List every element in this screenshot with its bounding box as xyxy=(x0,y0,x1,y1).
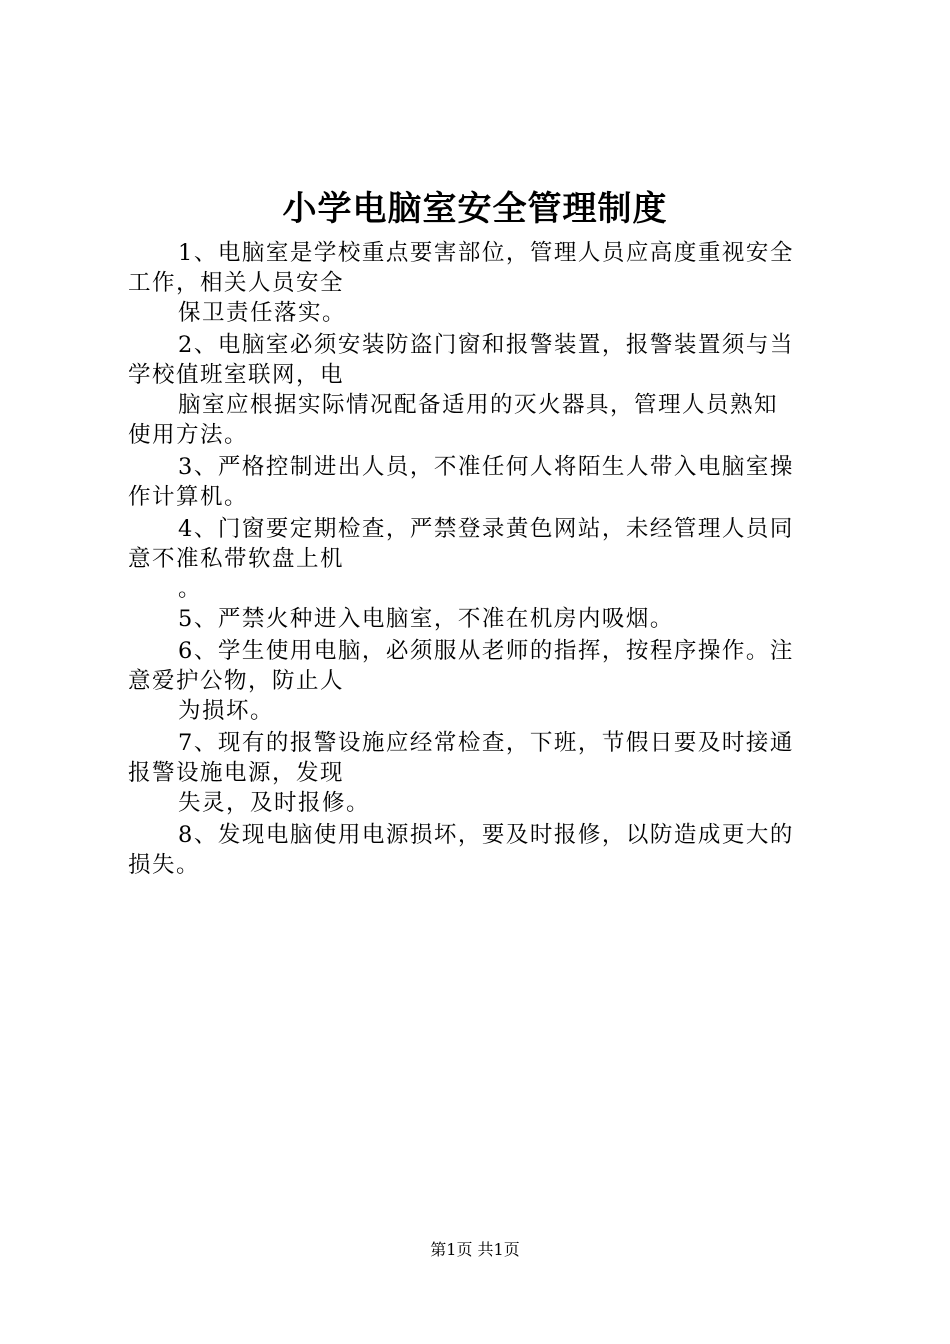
page-footer: 第1页 共1页 xyxy=(430,1240,520,1259)
paragraph-line: 意爱护公物，防止人 xyxy=(128,668,345,694)
paragraph-line: 保卫责任落实。 xyxy=(178,300,347,326)
paragraph-line: 工作，相关人员安全 xyxy=(128,270,345,296)
paragraph-line: 作计算机。 xyxy=(128,484,249,510)
paragraph-line: 4、门窗要定期检查，严禁登录黄色网站，未经管理人员同 xyxy=(178,516,794,542)
paragraph-line: 损失。 xyxy=(128,852,201,878)
paragraph-line: 学校值班室联网，电 xyxy=(128,362,345,388)
paragraph-line: 2、电脑室必须安装防盗门窗和报警装置，报警装置须与当 xyxy=(178,332,794,358)
paragraph-line: 。 xyxy=(178,576,203,602)
paragraph-line: 8、发现电脑使用电源损坏，要及时报修，以防造成更大的 xyxy=(178,822,794,848)
paragraph-line: 7、现有的报警设施应经常检查，下班，节假日要及时接通 xyxy=(178,730,794,756)
paragraph-line: 脑室应根据实际情况配备适用的灭火器具，管理人员熟知 xyxy=(178,392,779,418)
paragraph-line: 3、严格控制进出人员，不准任何人将陌生人带入电脑室操 xyxy=(178,454,794,480)
paragraph-line: 意不准私带软盘上机 xyxy=(128,546,345,572)
paragraph-line: 使用方法。 xyxy=(128,422,249,448)
paragraph-line: 报警设施电源，发现 xyxy=(128,760,345,786)
paragraph-line: 5、严禁火种进入电脑室，不准在机房内吸烟。 xyxy=(178,606,674,632)
paragraph-line: 6、学生使用电脑，必须服从老师的指挥，按程序操作。注 xyxy=(178,638,794,664)
paragraph-line: 失灵，及时报修。 xyxy=(178,790,371,816)
paragraph-line: 1、电脑室是学校重点要害部位，管理人员应高度重视安全 xyxy=(178,240,794,266)
paragraph-line: 为损坏。 xyxy=(178,698,275,724)
document-title: 小学电脑室安全管理制度 xyxy=(282,189,668,229)
